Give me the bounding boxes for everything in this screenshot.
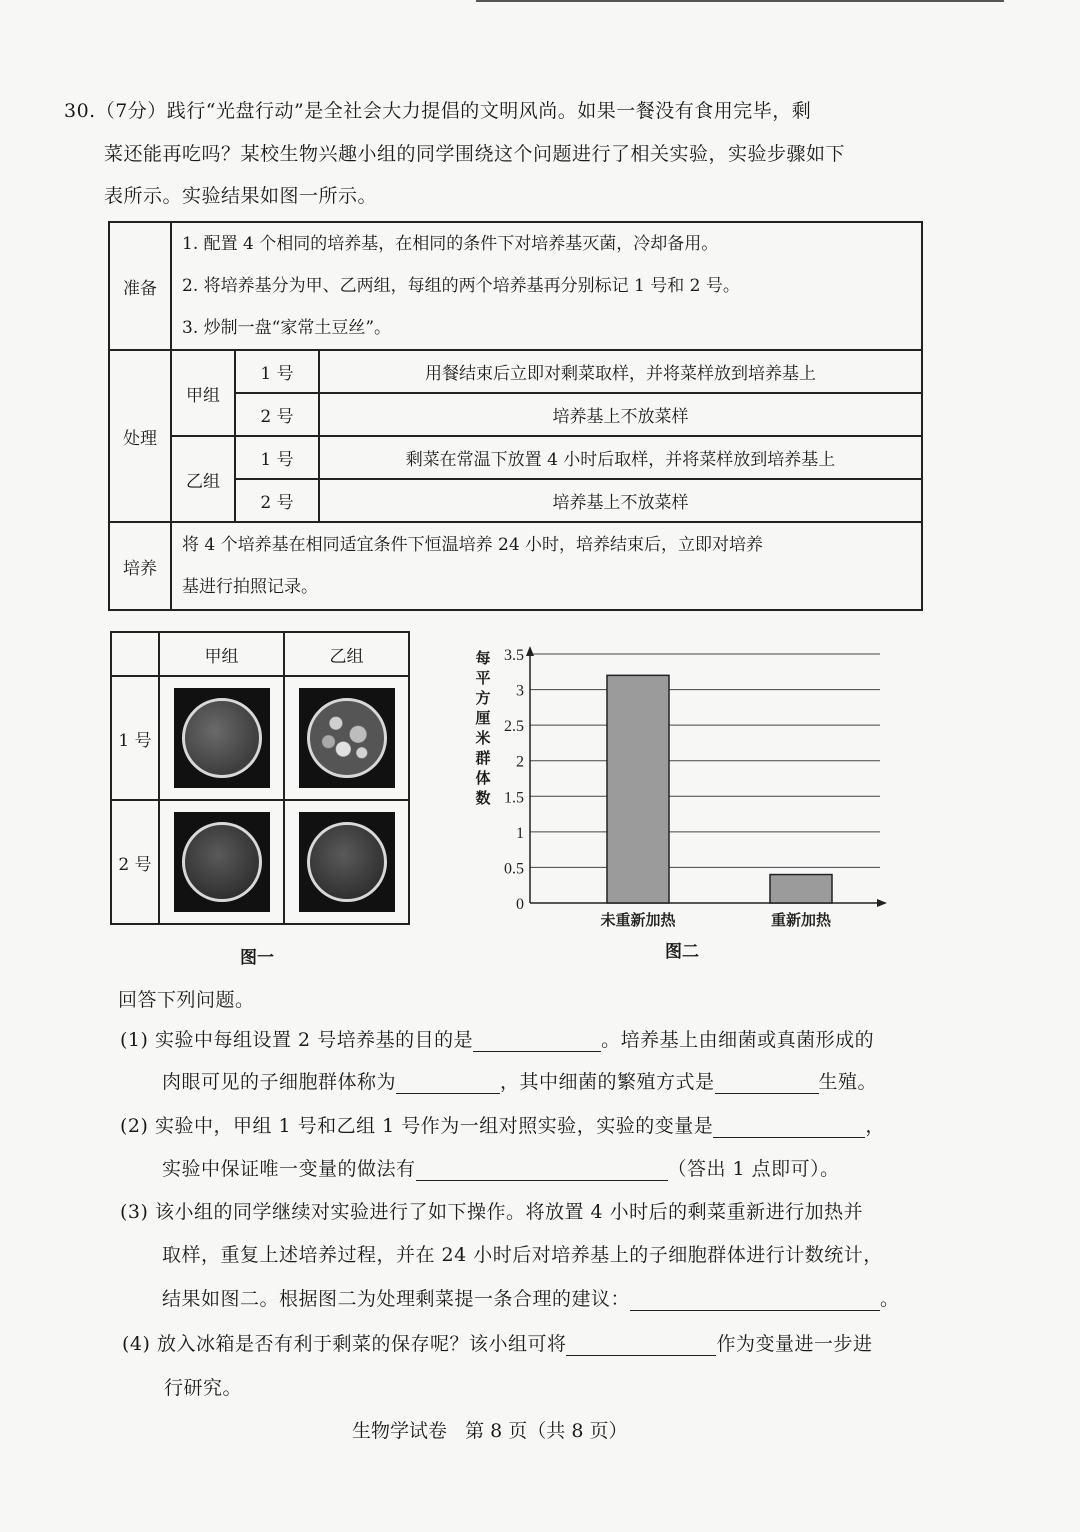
- sample-number: 1 号: [235, 350, 319, 393]
- question-line-2: 菜还能再吃吗？某校生物兴趣小组的同学围绕这个问题进行了相关实验，实验步骤如下: [104, 143, 846, 165]
- q4-text: 作为变量进一步进: [716, 1333, 873, 1355]
- treatment-desc: 剩菜在常温下放置 4 小时后取样，并将菜样放到培养基上: [319, 436, 922, 479]
- answer-blank[interactable]: [473, 1031, 601, 1052]
- q2-number: (2): [120, 1115, 149, 1137]
- y-tick-label: 1: [516, 824, 524, 842]
- answers-intro: 回答下列问题。: [118, 989, 255, 1011]
- prep-item: 2. 将培养基分为甲、乙两组，每组的两个培养基再分别标记 1 号和 2 号。: [182, 276, 740, 296]
- answer-blank[interactable]: [396, 1073, 500, 1094]
- bar: [770, 875, 832, 903]
- q1-number: (1): [120, 1029, 149, 1051]
- prep-item: 1. 配置 4 个相同的培养基，在相同的条件下对培养基灭菌，冷却备用。: [182, 234, 719, 254]
- col-header: 甲组: [159, 632, 284, 676]
- y-tick-label: 1.5: [504, 789, 524, 807]
- q1-text: 肉眼可见的子细胞群体称为: [162, 1071, 397, 1093]
- col-header: 乙组: [284, 632, 409, 676]
- q4-line-1: [122, 1329, 873, 1356]
- petri-photo: [159, 800, 284, 924]
- question-line-3: 表所示。实验结果如图一所示。: [104, 185, 378, 207]
- answer-blank[interactable]: [713, 1117, 865, 1138]
- answer-blank[interactable]: [566, 1335, 716, 1356]
- process-label: 处理: [109, 350, 171, 522]
- culture-label: 培养: [109, 522, 171, 610]
- petri-dish-image: [182, 698, 262, 778]
- experiment-table: [108, 221, 923, 611]
- bar: [607, 675, 669, 903]
- culture-text: [171, 522, 922, 610]
- petri-photo: [284, 800, 409, 924]
- q3-number: (3): [120, 1201, 149, 1223]
- top-rule: [476, 0, 1004, 2]
- q3-text: 结果如图二。根据图二为处理剩菜提一条合理的建议：: [162, 1288, 631, 1310]
- q1-text: ，其中细菌的繁殖方式是: [500, 1071, 715, 1093]
- q1-line-2: [162, 1067, 877, 1094]
- petri-dish-image: [307, 822, 387, 902]
- row-header: 1 号: [111, 676, 159, 800]
- y-tick-label: 2.5: [504, 718, 524, 736]
- petri-photo: [159, 676, 284, 800]
- x-category-label: 重新加热: [770, 911, 832, 929]
- prep-items: [171, 222, 922, 350]
- q3-text: 该小组的同学继续对实验进行了如下操作。将放置 4 小时后的剩菜重新进行加热并: [154, 1201, 864, 1223]
- y-tick-label: 0: [516, 896, 524, 913]
- corner-cell: [111, 632, 159, 676]
- q4-line-2: 行研究。: [164, 1377, 243, 1399]
- q2-text: （答出 1 点即可）。: [667, 1158, 840, 1180]
- petri-dish-image: [182, 822, 262, 902]
- q2-text: ，: [865, 1115, 885, 1137]
- row-header: 2 号: [111, 800, 159, 924]
- prep-row: [109, 222, 922, 350]
- y-tick-label: 3.5: [504, 647, 524, 664]
- group-name: 乙组: [171, 436, 235, 522]
- page-footer: 生物学试卷 第 8 页（共 8 页）: [352, 1420, 628, 1442]
- q1-text: 。培养基上由细菌或真菌形成的: [601, 1029, 875, 1051]
- q4-text: 放入冰箱是否有利于剩菜的保存呢？该小组可将: [156, 1333, 567, 1355]
- figure-2-bar-chart: [490, 640, 900, 940]
- y-tick-label: 2: [516, 753, 524, 771]
- sample-number: 1 号: [235, 436, 319, 479]
- q3-line-1: [120, 1197, 863, 1224]
- prep-label: 准备: [109, 222, 171, 350]
- treatment-desc: 培养基上不放菜样: [319, 393, 922, 436]
- group-name: 甲组: [171, 350, 235, 436]
- q3-line-2: 取样，重复上述培养过程，并在 24 小时后对培养基上的子细胞群体进行计数统计，: [162, 1244, 883, 1266]
- culture-line: 将 4 个培养基在相同适宜条件下恒温培养 24 小时，培养结束后，立即对培养: [182, 535, 764, 555]
- sample-number: 2 号: [235, 393, 319, 436]
- q3-line-3: [162, 1284, 900, 1311]
- treatment-desc: 培养基上不放菜样: [319, 479, 922, 522]
- q1-text: 生殖。: [818, 1071, 878, 1093]
- q2-line-1: [120, 1111, 885, 1138]
- y-tick-label: 0.5: [504, 860, 524, 878]
- figure-1-grid: [110, 631, 410, 925]
- petri-dish-image: [307, 698, 387, 778]
- culture-row: [109, 522, 922, 610]
- petri-photo: [284, 676, 409, 800]
- y-tick-label: 3: [516, 682, 524, 700]
- figure-2-caption: 图二: [665, 942, 699, 962]
- prep-item: 3. 炒制一盘“家常土豆丝”。: [182, 318, 392, 338]
- treatment-desc: 用餐结束后立即对剩菜取样，并将菜样放到培养基上: [319, 350, 922, 393]
- chart-y-axis-label: 每平方厘米群体数: [475, 649, 491, 807]
- process-row: [109, 436, 922, 479]
- x-axis-arrow: [877, 899, 887, 907]
- answer-blank[interactable]: [416, 1160, 668, 1181]
- q2-text: 实验中保证唯一变量的做法有: [162, 1158, 416, 1180]
- process-row: [109, 350, 922, 393]
- answer-blank[interactable]: [715, 1073, 819, 1094]
- figure-1-caption: 图一: [240, 948, 274, 968]
- question-line-1: 30.（7分）践行“光盘行动”是全社会大力提倡的文明风尚。如果一餐没有食用完毕，剩: [64, 100, 812, 122]
- q4-number: (4): [122, 1333, 151, 1355]
- q1-line-1: [120, 1025, 874, 1052]
- answer-blank[interactable]: [630, 1290, 880, 1311]
- q1-text: 实验中每组设置 2 号培养基的目的是: [154, 1029, 474, 1051]
- q2-line-2: [162, 1154, 840, 1181]
- sample-number: 2 号: [235, 479, 319, 522]
- culture-line: 基进行拍照记录。: [182, 577, 318, 597]
- q3-text: 。: [880, 1288, 900, 1310]
- q2-text: 实验中，甲组 1 号和乙组 1 号作为一组对照实验，实验的变量是: [154, 1115, 714, 1137]
- y-axis-arrow: [526, 646, 534, 656]
- x-category-label: 未重新加热: [600, 911, 676, 929]
